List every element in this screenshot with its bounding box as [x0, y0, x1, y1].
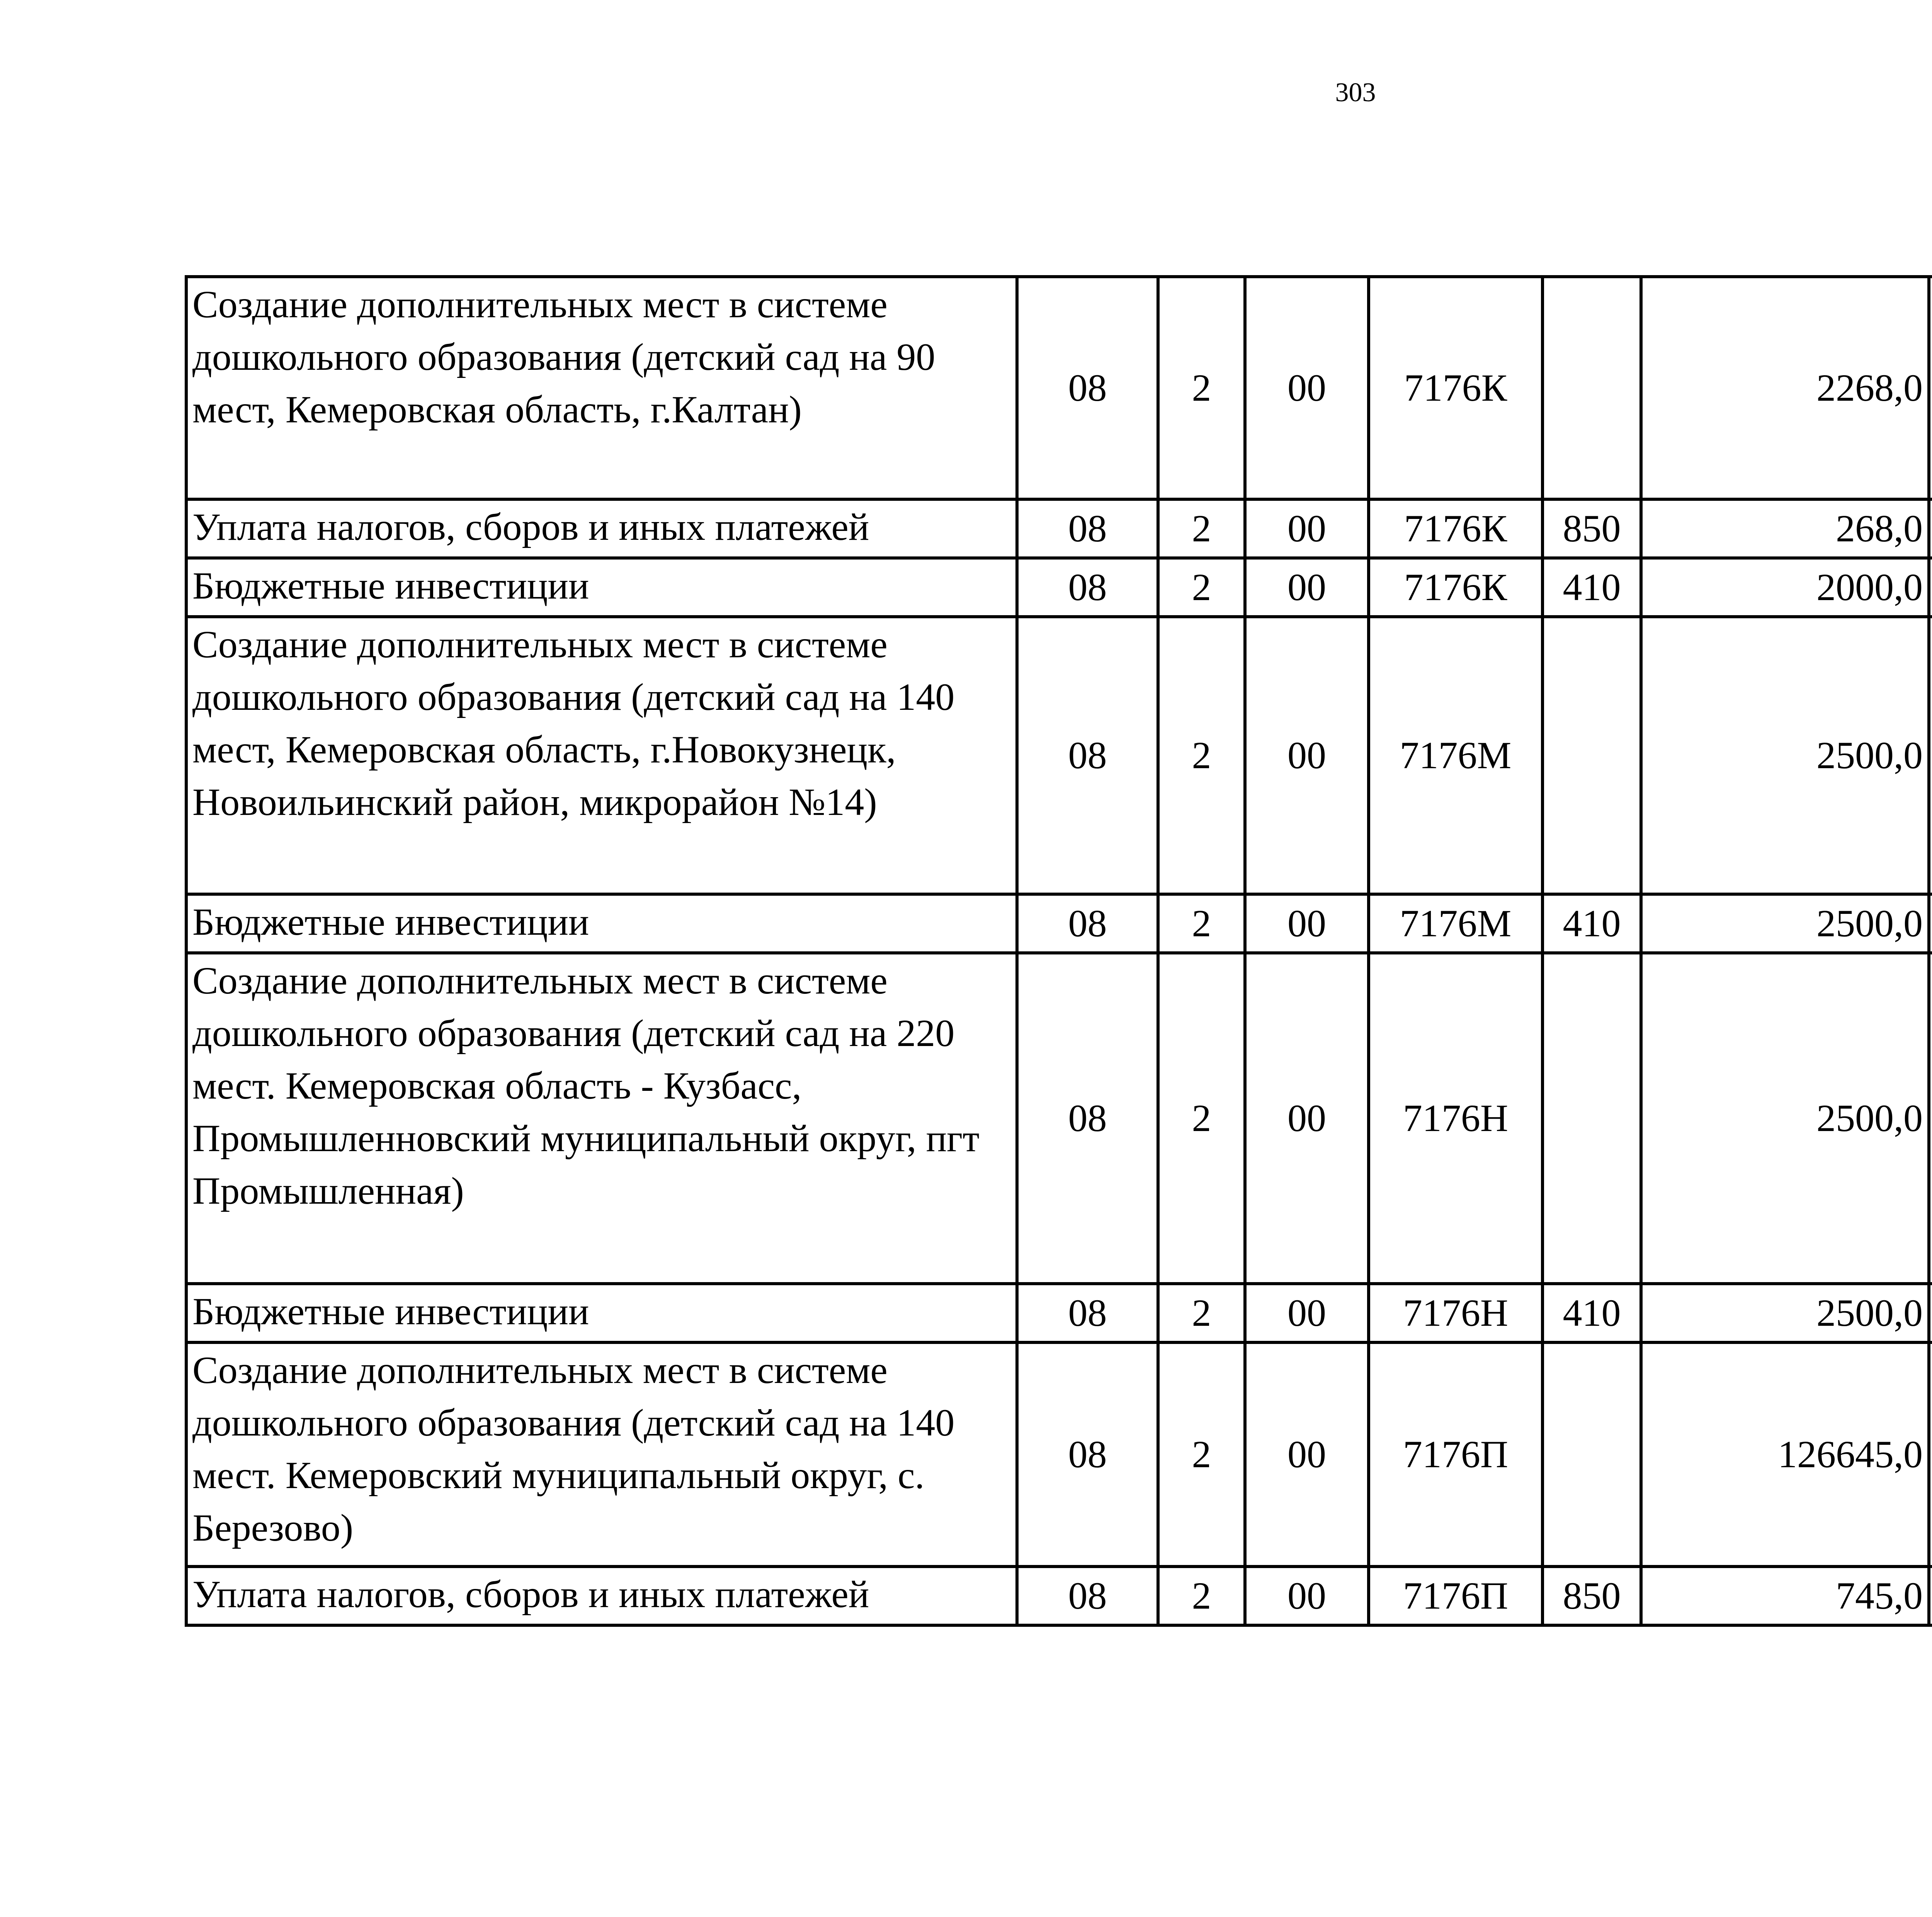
cell-sum-1: 2500,0	[1641, 617, 1929, 894]
cell-program: 2	[1158, 1342, 1245, 1567]
table-row	[186, 1342, 1932, 1567]
row-name: Бюджетные инвестиции	[186, 894, 1017, 953]
cell-target-code: 7176К	[1369, 277, 1543, 499]
cell-sum-1: 2500,0	[1641, 1284, 1929, 1342]
cell-program: 2	[1158, 617, 1245, 894]
cell-sum-1: 126645,0	[1641, 1342, 1929, 1567]
table-row	[186, 499, 1932, 558]
cell-subprogram: 00	[1245, 1342, 1369, 1567]
table-row	[186, 894, 1932, 953]
cell-program: 2	[1158, 558, 1245, 617]
row-name: Создание дополнительных мест в системе дошкольного образования (детский сад на 220 мест. Кемеровская область - Кузбасс, Промышленновский муниципальный округ, пгт Промышленная)	[186, 953, 1017, 1284]
cell-subprogram: 00	[1245, 953, 1369, 1284]
cell-target-code: 7176М	[1369, 894, 1543, 953]
cell-subprogram: 00	[1245, 894, 1369, 953]
cell-subprogram: 00	[1245, 1567, 1369, 1625]
cell-sum-2	[1929, 1567, 1932, 1625]
cell-target-code: 7176Н	[1369, 1284, 1543, 1342]
cell-subprogram: 00	[1245, 617, 1369, 894]
cell-target-code: 7176М	[1369, 617, 1543, 894]
cell-subprogram: 00	[1245, 277, 1369, 499]
cell-expense-type: 410	[1543, 1284, 1641, 1342]
cell-sum-1: 2500,0	[1641, 953, 1929, 1284]
row-name: Бюджетные инвестиции	[186, 1284, 1017, 1342]
cell-expense-type: 410	[1543, 558, 1641, 617]
cell-program: 2	[1158, 953, 1245, 1284]
cell-expense-type: 850	[1543, 499, 1641, 558]
table-row	[186, 277, 1932, 499]
budget-table	[185, 275, 1932, 1627]
table-row	[186, 617, 1932, 894]
cell-expense-type: 410	[1543, 894, 1641, 953]
cell-expense-type	[1543, 617, 1641, 894]
cell-program: 2	[1158, 1567, 1245, 1625]
cell-target-code: 7176П	[1369, 1567, 1543, 1625]
cell-sum-1: 2268,0	[1641, 277, 1929, 499]
cell-sum-2	[1929, 277, 1932, 499]
cell-sum-2	[1929, 558, 1932, 617]
cell-sum-2	[1929, 617, 1932, 894]
cell-section: 08	[1017, 499, 1158, 558]
cell-section: 08	[1017, 617, 1158, 894]
cell-sum-2	[1929, 953, 1932, 1284]
cell-sum-1: 2500,0	[1641, 894, 1929, 953]
cell-program: 2	[1158, 499, 1245, 558]
cell-program: 2	[1158, 1284, 1245, 1342]
table-row	[186, 558, 1932, 617]
cell-target-code: 7176П	[1369, 1342, 1543, 1567]
table-row	[186, 1567, 1932, 1625]
row-name: Создание дополнительных мест в системе дошкольного образования (детский сад на 90 мест, Кемеровская область, г.Калтан)	[186, 277, 1017, 499]
cell-section: 08	[1017, 1342, 1158, 1567]
cell-program: 2	[1158, 277, 1245, 499]
cell-sum-2	[1929, 1342, 1932, 1567]
cell-sum-1: 745,0	[1641, 1567, 1929, 1625]
row-name: Создание дополнительных мест в системе дошкольного образования (детский сад на 140 мест, Кемеровская область, г.Новокузнецк, Новоильинский район, микрорайон №14)	[186, 617, 1017, 894]
cell-sum-2	[1929, 894, 1932, 953]
cell-program: 2	[1158, 894, 1245, 953]
row-name: Создание дополнительных мест в системе дошкольного образования (детский сад на 140 мест. Кемеровский муниципальный округ, с. Березово)	[186, 1342, 1017, 1567]
cell-section: 08	[1017, 953, 1158, 1284]
row-name: Уплата налогов, сборов и иных платежей	[186, 1567, 1017, 1625]
cell-subprogram: 00	[1245, 499, 1369, 558]
row-name: Уплата налогов, сборов и иных платежей	[186, 499, 1017, 558]
cell-subprogram: 00	[1245, 558, 1369, 617]
cell-target-code: 7176Н	[1369, 953, 1543, 1284]
cell-section: 08	[1017, 1284, 1158, 1342]
cell-sum-2	[1929, 1284, 1932, 1342]
table-row	[186, 953, 1932, 1284]
table-row	[186, 1284, 1932, 1342]
cell-section: 08	[1017, 277, 1158, 499]
page-number: 303	[1335, 78, 1376, 107]
cell-expense-type	[1543, 277, 1641, 499]
cell-sum-1: 268,0	[1641, 499, 1929, 558]
cell-target-code: 7176К	[1369, 558, 1543, 617]
cell-expense-type	[1543, 953, 1641, 1284]
cell-section: 08	[1017, 558, 1158, 617]
cell-section: 08	[1017, 894, 1158, 953]
cell-target-code: 7176К	[1369, 499, 1543, 558]
cell-expense-type	[1543, 1342, 1641, 1567]
cell-sum-2	[1929, 499, 1932, 558]
cell-section: 08	[1017, 1567, 1158, 1625]
row-name: Бюджетные инвестиции	[186, 558, 1017, 617]
cell-subprogram: 00	[1245, 1284, 1369, 1342]
cell-expense-type: 850	[1543, 1567, 1641, 1625]
cell-sum-1: 2000,0	[1641, 558, 1929, 617]
